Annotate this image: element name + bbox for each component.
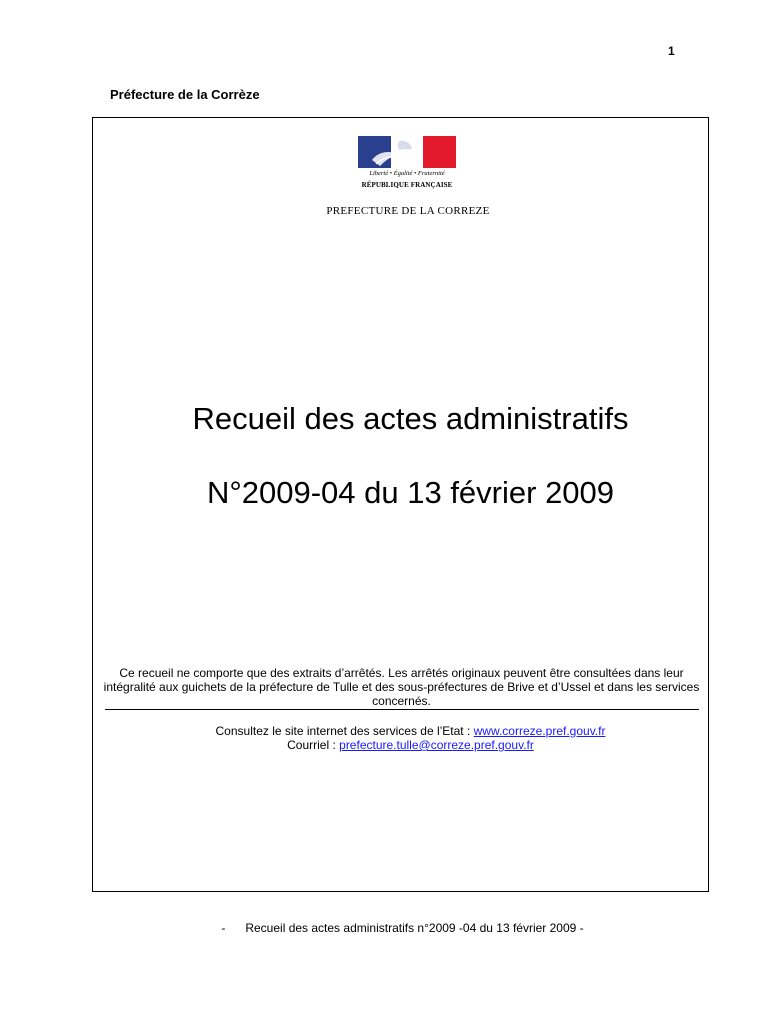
consultation-notice: Ce recueil ne comporte que des extraits d’arrêtés. Les arrêtés originaux peuvent être consultées dans leur intégralité aux guichets de la préfecture de Tulle et des sous-préfectures de Brive et d’Ussel et dans les services concernés. <box>103 666 700 708</box>
marianne-flag-icon <box>358 136 456 168</box>
footer-dash: - <box>221 921 226 935</box>
document-header: Préfecture de la Corrèze <box>110 87 260 102</box>
republic-motto: Liberté • Égalité • Fraternité <box>369 170 445 177</box>
prefecture-subtitle: PREFECTURE DE LA CORREZE <box>326 205 490 217</box>
website-line <box>93 724 728 738</box>
footer-text: Recueil des actes administratifs n°2009 -04 du 13 février 2009 - <box>245 921 584 935</box>
contact-block <box>93 724 728 752</box>
separator-line <box>105 709 699 710</box>
email-link[interactable]: prefecture.tulle@correze.pref.gouv.fr <box>339 738 534 752</box>
marianne-logo <box>358 136 456 194</box>
page-footer <box>0 921 770 935</box>
page-number: 1 <box>668 44 675 58</box>
document-title: Recueil des actes administratifs <box>192 401 629 436</box>
issue-number: N°2009-04 du 13 février 2009 <box>206 475 615 510</box>
cover-frame <box>92 117 709 892</box>
website-link[interactable]: www.correze.pref.gouv.fr <box>473 724 606 738</box>
republic-name: RÉPUBLIQUE FRANÇAISE <box>361 181 453 189</box>
website-label: Consultez le site internet des services de l’Etat : <box>215 724 474 738</box>
email-label: Courriel : <box>287 738 340 752</box>
email-line <box>93 738 728 752</box>
